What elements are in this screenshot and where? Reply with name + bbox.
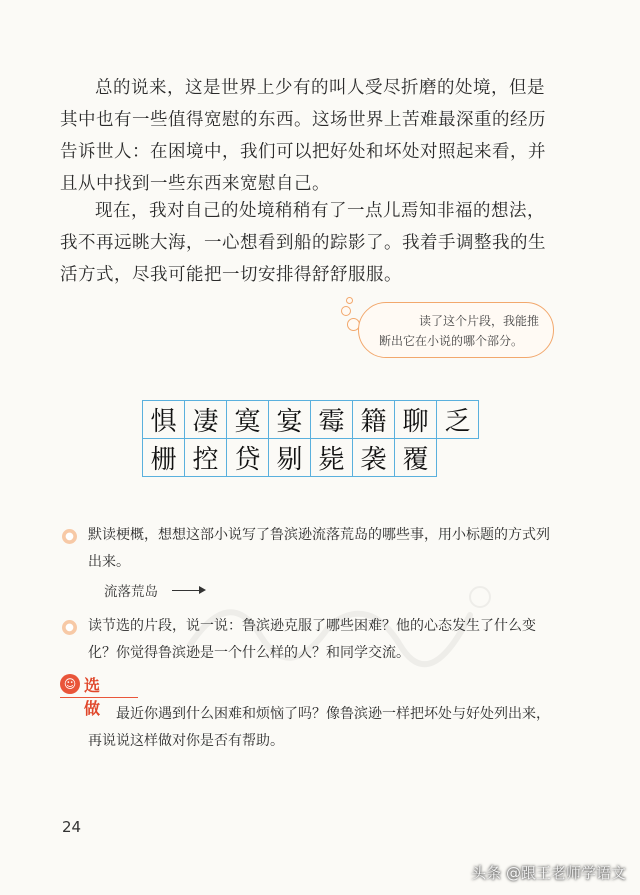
exercise-1-text: 默读梗概，想想这部小说写了鲁滨逊流落荒岛的哪些事，用小标题的方式列出来。 bbox=[88, 527, 550, 570]
character-row-2 bbox=[143, 439, 479, 477]
character-row-1 bbox=[143, 401, 479, 439]
character-cell: 剔 bbox=[269, 439, 311, 477]
character-cell: 袭 bbox=[353, 439, 395, 477]
thought-bubble-text bbox=[358, 302, 554, 358]
character-grid bbox=[142, 400, 479, 477]
watermark: 头条 @跟王老师学语文 bbox=[471, 864, 626, 882]
exercise-1-hint: 流落荒岛 bbox=[104, 584, 158, 600]
bubble-line-2: 断出它在小说的哪个部分。 bbox=[379, 334, 524, 348]
character-cell: 控 bbox=[185, 439, 227, 477]
character-cell: 凄 bbox=[185, 401, 227, 439]
exercise-2-text: 读节选的片段，说一说：鲁滨逊克服了哪些困难？他的心态发生了什么变化？你觉得鲁滨逊是一个什么样的人？和同学交流。 bbox=[88, 618, 536, 661]
character-cell: 毙 bbox=[311, 439, 353, 477]
bubble-dot-medium bbox=[341, 306, 351, 316]
character-cell: 籍 bbox=[353, 401, 395, 439]
character-cell: 霉 bbox=[311, 401, 353, 439]
character-cell: 宴 bbox=[269, 401, 311, 439]
exercise-1-icon: ● bbox=[62, 529, 77, 544]
optional-text: 最近你遇到什么困难和烦恼了吗？像鲁滨逊一样把坏处与好处列出来，再说说这样做对你是否有帮助。 bbox=[88, 706, 550, 749]
exercise-2-icon: ● bbox=[62, 620, 77, 635]
empty-cell bbox=[437, 439, 479, 477]
bubble-dot-small bbox=[346, 297, 353, 304]
character-cell: 乏 bbox=[437, 401, 479, 439]
character-cell: 寞 bbox=[227, 401, 269, 439]
page-number: 24 bbox=[62, 818, 82, 836]
character-cell: 贷 bbox=[227, 439, 269, 477]
character-cell: 栅 bbox=[143, 439, 185, 477]
body-paragraph-2: 现在，我对自己的处境稍稍有了一点儿焉知非福的想法，我不再远眺大海，一心想看到船的踪影了。我着手调整我的生活方式，尽我可能把一切安排得舒舒服服。 bbox=[60, 201, 546, 285]
character-cell: 惧 bbox=[143, 401, 185, 439]
character-cell: 覆 bbox=[395, 439, 437, 477]
bubble-line-1: 读了这个片段，我能推 bbox=[418, 314, 539, 328]
arrow-right-icon bbox=[172, 590, 204, 591]
character-cell: 聊 bbox=[395, 401, 437, 439]
body-paragraph-1: 总的说来，这是世界上少有的叫人受尽折磨的处境，但是其中也有一些值得宽慰的东西。这场世界上苦难最深重的经历告诉世人：在困境中，我们可以把好处和坏处对照起来看，并且从中找到一些东西来宽慰自己。 bbox=[60, 78, 546, 194]
optional-label: 选 做 bbox=[84, 676, 103, 718]
optional-icon: ☺ bbox=[60, 674, 80, 694]
optional-underline bbox=[60, 697, 138, 698]
